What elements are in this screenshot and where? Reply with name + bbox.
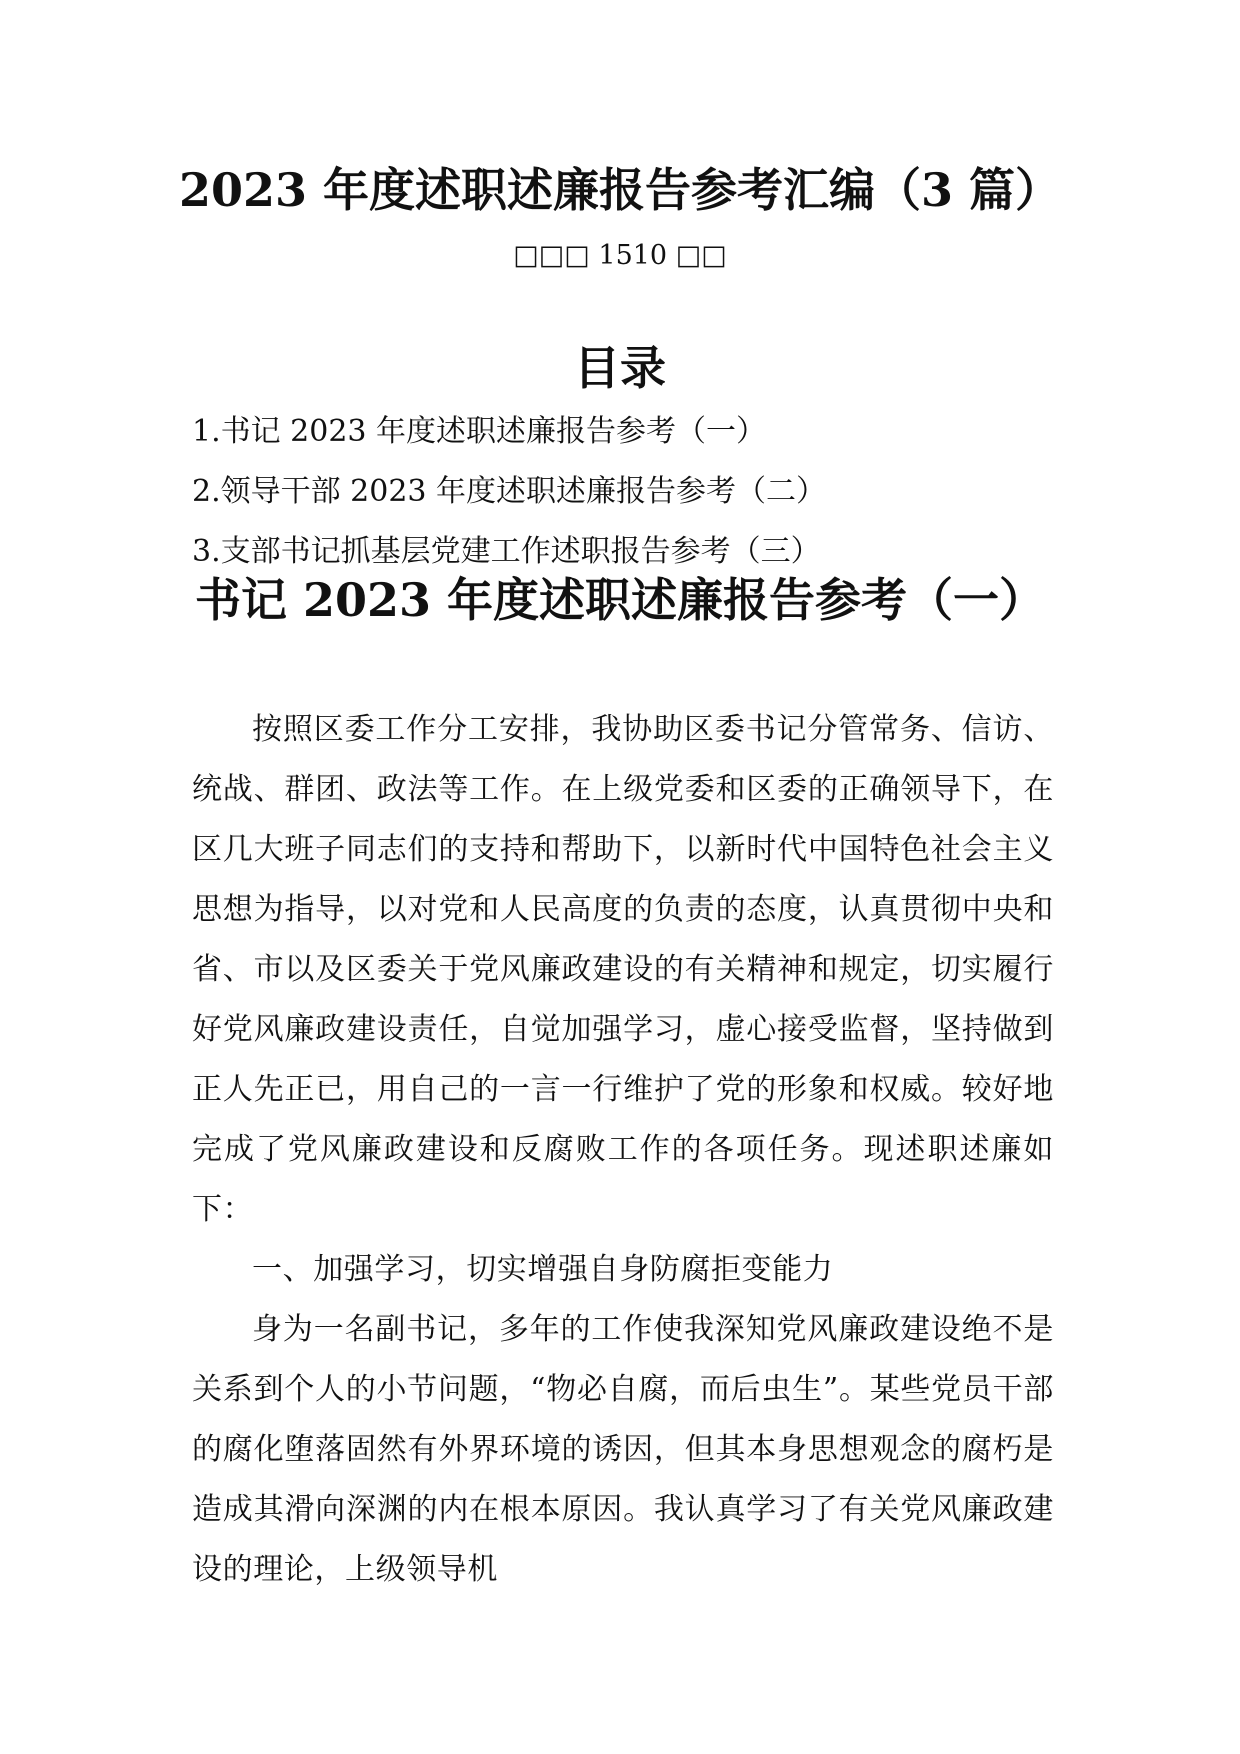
body-text — [192, 700, 1054, 1600]
toc-heading: 目录 — [574, 341, 666, 395]
toc-item: 3.支部书记抓基层党建工作述职报告参考（三） — [192, 534, 821, 569]
toc-item: 1.书记 2023 年度述职述廉报告参考（一） — [192, 414, 767, 449]
section-title: 书记 2023 年度述职述廉报告参考（一） — [194, 573, 1046, 627]
word-count: □□□ 1510 □□ — [513, 240, 727, 271]
toc-item: 2.领导干部 2023 年度述职述廉报告参考（二） — [192, 474, 827, 509]
subheading: 一、加强学习，切实增强自身防腐拒变能力 — [252, 1252, 834, 1287]
table-of-contents — [192, 402, 1092, 582]
paragraph: 身为一名副书记，多年的工作使我深知党风廉政建设绝不是关系到个人的小节问题，“物必自腐，而后虫生”。某些党员干部的腐化堕落固然有外界环境的诱因，但其本身思想观念的腐朽是造成其滑向深渊的内在根本原因。我认真学习了有关党风廉政建设的理论，上级领导机 — [192, 1312, 1054, 1587]
document-title: 2023 年度述职述廉报告参考汇编（3 篇） — [178, 163, 1062, 217]
paragraph: 按照区委工作分工安排，我协助区委书记分管常务、信访、统战、群团、政法等工作。在上级党委和区委的正确领导下，在区几大班子同志们的支持和帮助下，以新时代中国特色社会主义思想为指导，以对党和人民高度的负责的态度，认真贯彻中央和省、市以及区委关于党风廉政建设的有关精神和规定，切实履行好党风廉政建设责任，自觉加强学习，虚心接受监督，坚持做到正人先正已，用自己的一言一行维护了党的形象和权威。较好地完成了党风廉政建设和反腐败工作的各项任务。现述职述廉如下： — [192, 712, 1054, 1227]
